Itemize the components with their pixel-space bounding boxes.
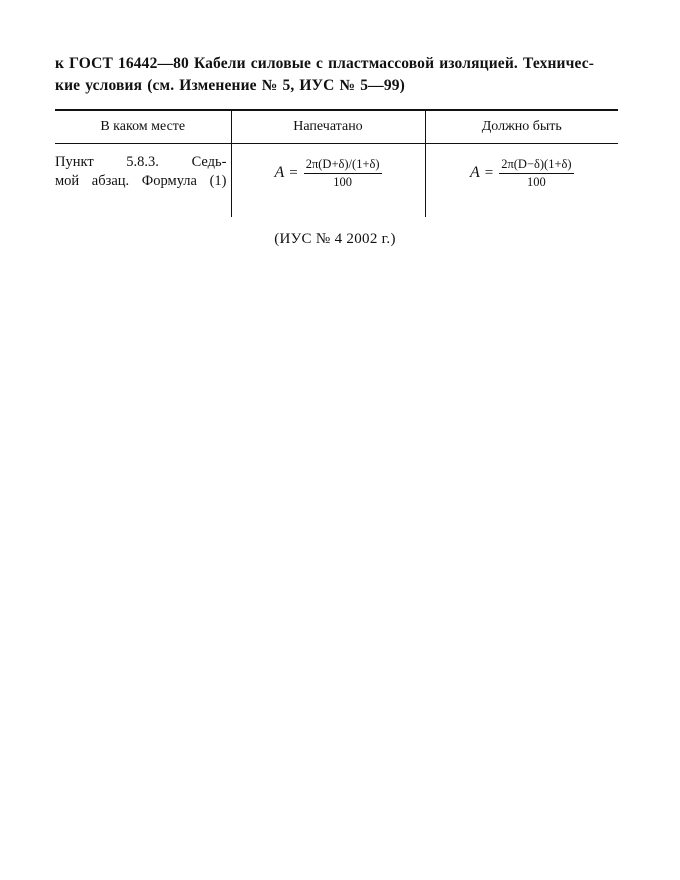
column-header-where: В каком месте: [55, 110, 231, 144]
cell-where: [55, 144, 231, 218]
formula-numerator: 2π(D−δ)(1+δ): [499, 157, 573, 174]
where-line-1: Пункт 5.8.3. Седь-: [55, 154, 227, 170]
table-header-row: [55, 110, 618, 144]
formula-lhs: A: [469, 164, 480, 181]
formula-fraction: [304, 157, 382, 190]
formula-numerator: 2π(D+δ)/(1+δ): [304, 157, 382, 174]
formula-equals: =: [484, 164, 494, 181]
formula-equals: =: [289, 164, 298, 181]
header-line-2: кие условия (см. Изменение № 5, ИУС № 5—99): [55, 77, 405, 94]
cell-printed: [231, 144, 425, 218]
formula-fraction: [499, 157, 573, 190]
cell-should-be: [425, 144, 618, 218]
errata-header: [55, 53, 620, 97]
table-row: [55, 144, 618, 218]
corrected-formula: [426, 144, 619, 198]
formula-denominator: 100: [333, 174, 352, 189]
header-line-1: к ГОСТ 16442—80 Кабели силовые с пластмассовой изоляцией. Техничес-: [55, 55, 595, 72]
source-reference: (ИУС № 4 2002 г.): [274, 231, 396, 247]
column-header-should-be: Должно быть: [425, 110, 618, 144]
where-line-2: мой абзац. Формула (1): [55, 173, 227, 189]
formula-denominator: 100: [527, 174, 546, 189]
column-header-printed: Напечатано: [231, 110, 425, 144]
printed-formula: [232, 144, 425, 198]
formula-lhs: A: [274, 164, 285, 181]
errata-table: [55, 109, 618, 217]
